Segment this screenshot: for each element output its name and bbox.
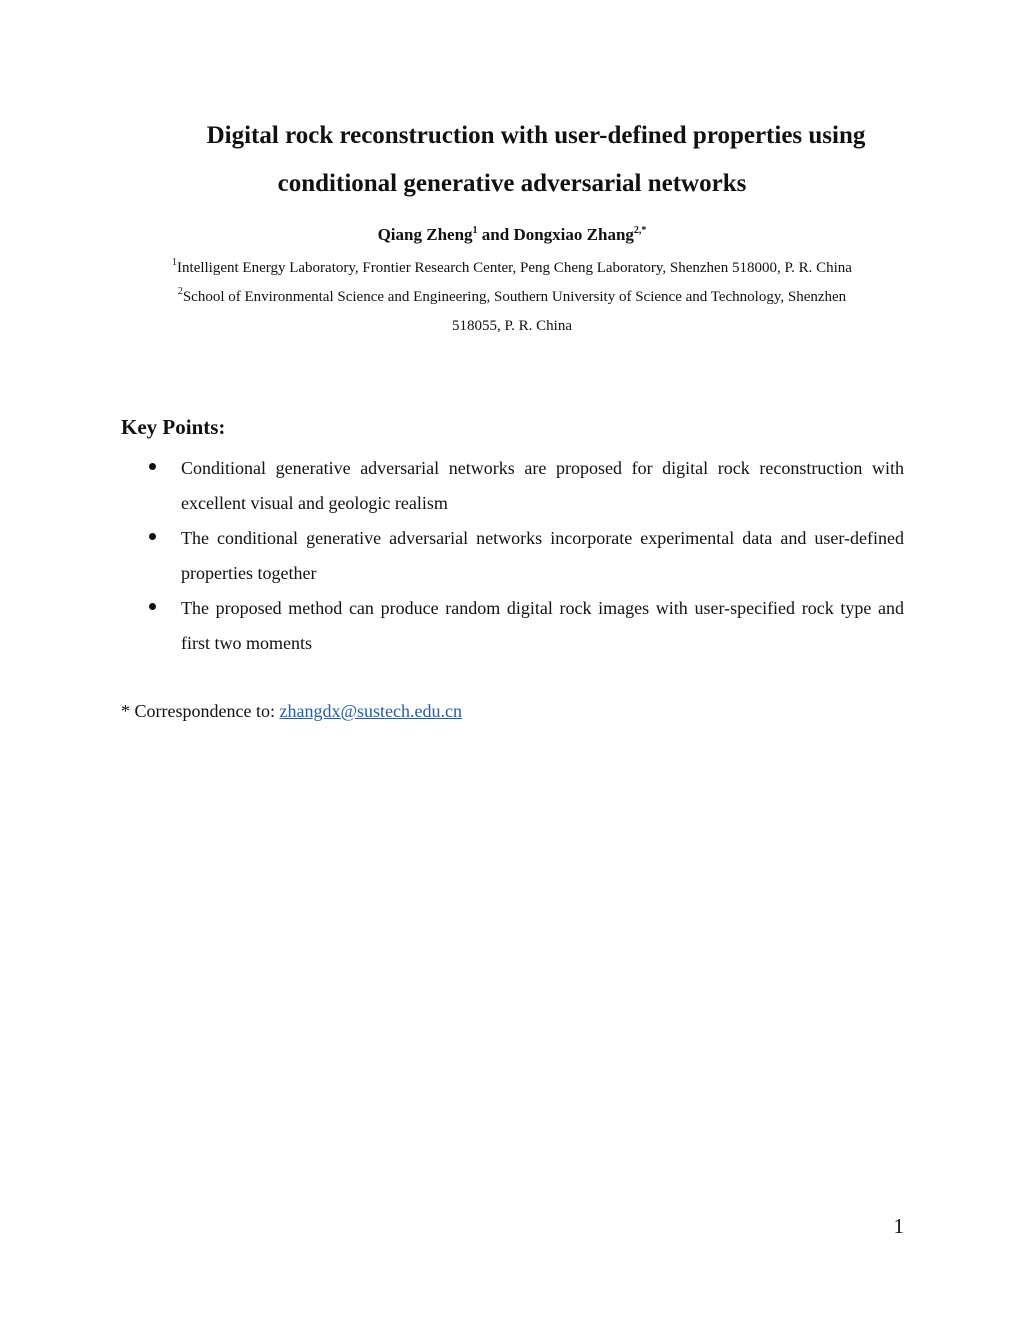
key-points-list — [121, 451, 904, 661]
correspondence-label: * Correspondence to: — [121, 701, 280, 721]
affiliation-1-sup: 1 — [172, 257, 178, 268]
affiliation-2-text-line-1: School of Environmental Science and Engineering, Southern University of Science and Technology, Shenzhen — [182, 289, 847, 305]
page-number: 1 — [893, 1214, 904, 1238]
author-sup-2: 2,* — [633, 225, 647, 236]
key-point-item — [121, 591, 904, 661]
key-point-text: The conditional generative adversarial networks incorporate experimental data and user-defined properties together — [181, 528, 904, 583]
key-points-heading: Key Points: — [121, 415, 226, 439]
author-line — [0, 224, 1024, 246]
affiliation-2-sup: 2 — [177, 286, 183, 297]
bullet-icon — [149, 533, 156, 540]
affiliation-2-line-2 — [0, 316, 1024, 336]
key-point-text: Conditional generative adversarial networks are proposed for digital rock reconstruction with excellent visual and geologic realism — [181, 458, 904, 513]
author-name-2: Dongxiao Zhang — [513, 225, 634, 244]
correspondence-line — [121, 698, 462, 724]
affiliation-1 — [0, 258, 1024, 278]
bullet-icon — [149, 603, 156, 610]
title-line-1: Digital rock reconstruction with user-defined properties using — [206, 122, 866, 149]
key-point-text: The proposed method can produce random digital rock images with user-specified rock type and first two moments — [181, 598, 904, 653]
key-point-item — [121, 521, 904, 591]
author-conjunction: and — [477, 225, 514, 244]
key-point-item — [121, 451, 904, 521]
bullet-icon — [149, 463, 156, 470]
author-name-1: Qiang Zheng — [377, 225, 473, 244]
affiliation-1-text: Intelligent Energy Laboratory, Frontier Research Center, Peng Cheng Laboratory, Shenzhen 518000, P. R. China — [177, 260, 852, 276]
title-line-2: conditional generative adversarial networks — [277, 170, 747, 197]
author-sup-1: 1 — [472, 225, 478, 236]
affiliation-2 — [0, 287, 1024, 307]
correspondence-email-link[interactable]: zhangdx@sustech.edu.cn — [279, 701, 462, 721]
affiliation-2-text-line-2: 518055, P. R. China — [451, 318, 572, 334]
